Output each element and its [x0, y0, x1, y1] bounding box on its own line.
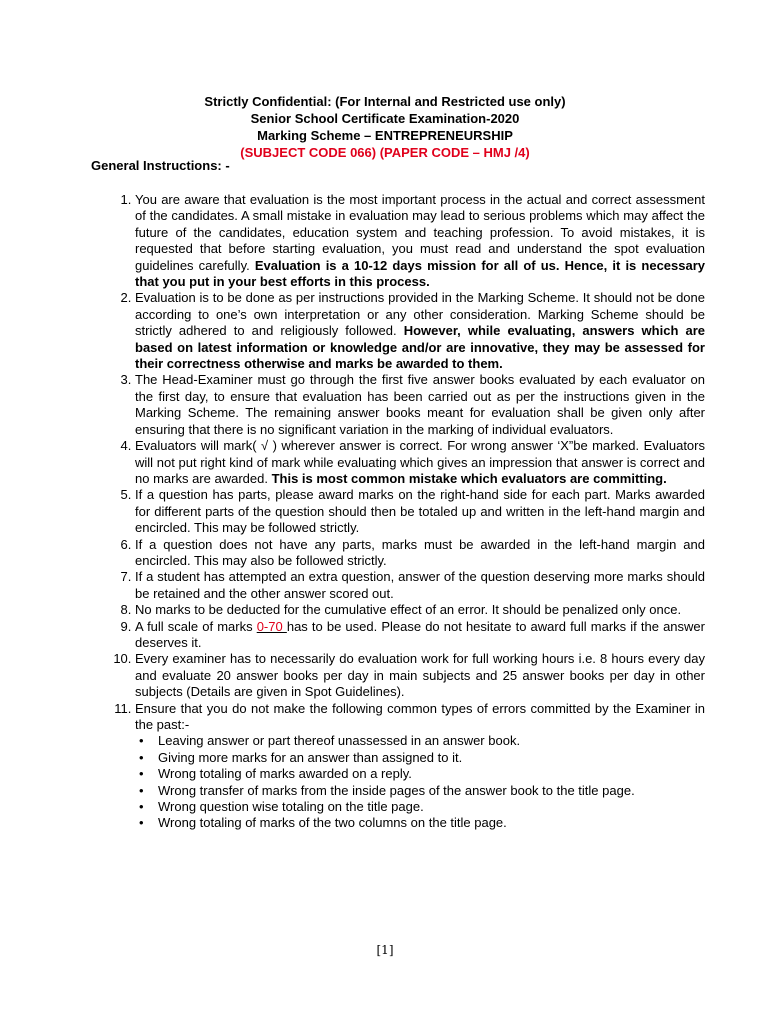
list-item: • Wrong totaling of marks of the two columns on the title page.	[158, 815, 705, 831]
instruction-item: 6. If a question does not have any parts, marks must be awarded in the left-hand margin and encircled. This may also be followed strictly.	[135, 537, 705, 570]
instruction-item: 8. No marks to be deducted for the cumulative effect of an error. It should be penalized only once.	[135, 602, 705, 618]
instruction-item: 1. You are aware that evaluation is the most important process in the actual and correct assessment of the candidates. A small mistake in evaluation may lead to serious problems which may affect the future of the candidates, education system and teaching profession. To avoid mistakes, it is requested that before starting evaluation, you must read and understand the spot evaluation guidelines carefully. Evaluation is a 10-12 days mission for all of us. Hence, it is necessary that you put in your best efforts in this process.	[135, 192, 705, 290]
subject-paper-code: (SUBJECT CODE 066) (PAPER CODE – HMJ /4)	[240, 145, 530, 160]
confidential-line: Strictly Confidential: (For Internal and Restricted use only)	[204, 94, 566, 109]
list-item: • Wrong question wise totaling on the title page.	[158, 799, 705, 815]
instruction-item: 2. Evaluation is to be done as per instructions provided in the Marking Scheme. It should not be done according to one’s own interpretation or any other consideration. Marking Scheme should be strictly adhered to and religiously followed. However, while evaluating, answers which are based on latest information or knowledge and/or are innovative, they may be assessed for their correctness otherwise and marks be awarded to them.	[135, 290, 705, 372]
page-number: [1]	[376, 943, 394, 957]
instruction-item: 4. Evaluators will mark( √ ) wherever answer is correct. For wrong answer ‘X”be marked. Evaluators will not put right kind of mark while evaluating which gives an impression that answer is correct and no marks are awarded. This is most common mistake which evaluators are committing.	[135, 438, 705, 487]
general-instructions-heading: General Instructions: -	[91, 158, 230, 173]
marking-scheme-title: Marking Scheme – ENTREPRENEURSHIP	[257, 128, 513, 143]
list-item: • Leaving answer or part thereof unassessed in an answer book.	[158, 733, 705, 749]
list-item: • Giving more marks for an answer than assigned to it.	[158, 750, 705, 766]
instruction-item: 10. Every examiner has to necessarily do evaluation work for full working hours i.e. 8 hours every day and evaluate 20 answer books per day in main subjects and 25 answer books per day in other subjects (Details are given in Spot Guidelines).	[135, 651, 705, 700]
instructions-list	[111, 192, 705, 832]
list-item: • Wrong totaling of marks awarded on a reply.	[158, 766, 705, 782]
instruction-item: 3. The Head-Examiner must go through the first five answer books evaluated by each evaluator on the first day, to ensure that evaluation has been carried out as per the instructions given in the Marking Scheme. The remaining answer books meant for evaluation shall be given only after ensuring that there is no significant variation in the marking of individual evaluators.	[135, 372, 705, 438]
list-item: • Wrong transfer of marks from the inside pages of the answer book to the title page.	[158, 783, 705, 799]
instruction-item: 5. If a question has parts, please award marks on the right-hand side for each part. Marks awarded for different parts of the question should then be totaled up and written in the left-hand margin and encircled. This may be followed strictly.	[135, 487, 705, 536]
marks-range: 0-70	[256, 618, 287, 634]
instruction-item: 9. A full scale of marks 0-70 has to be used. Please do not hesitate to award full marks if the answer deserves it.	[135, 619, 705, 652]
document-header	[0, 93, 770, 161]
exam-title: Senior School Certificate Examination-2020	[250, 111, 520, 126]
instruction-item: 11. Ensure that you do not make the following common types of errors committed by the Examiner in the past:- • Leaving answer or part thereof unassessed in an answer book. • Giving more marks for an answer than assigned to it. • Wrong totaling of marks awarded on a reply. • Wrong transfer of marks from the inside pages of the answer book to the title page. • Wrong question wise totaling on the title page. • Wrong totaling of marks of the two columns on the title page.	[135, 701, 705, 832]
common-errors-list	[135, 733, 705, 831]
instruction-item: 7. If a student has attempted an extra question, answer of the question deserving more marks should be retained and the other answer scored out.	[135, 569, 705, 602]
